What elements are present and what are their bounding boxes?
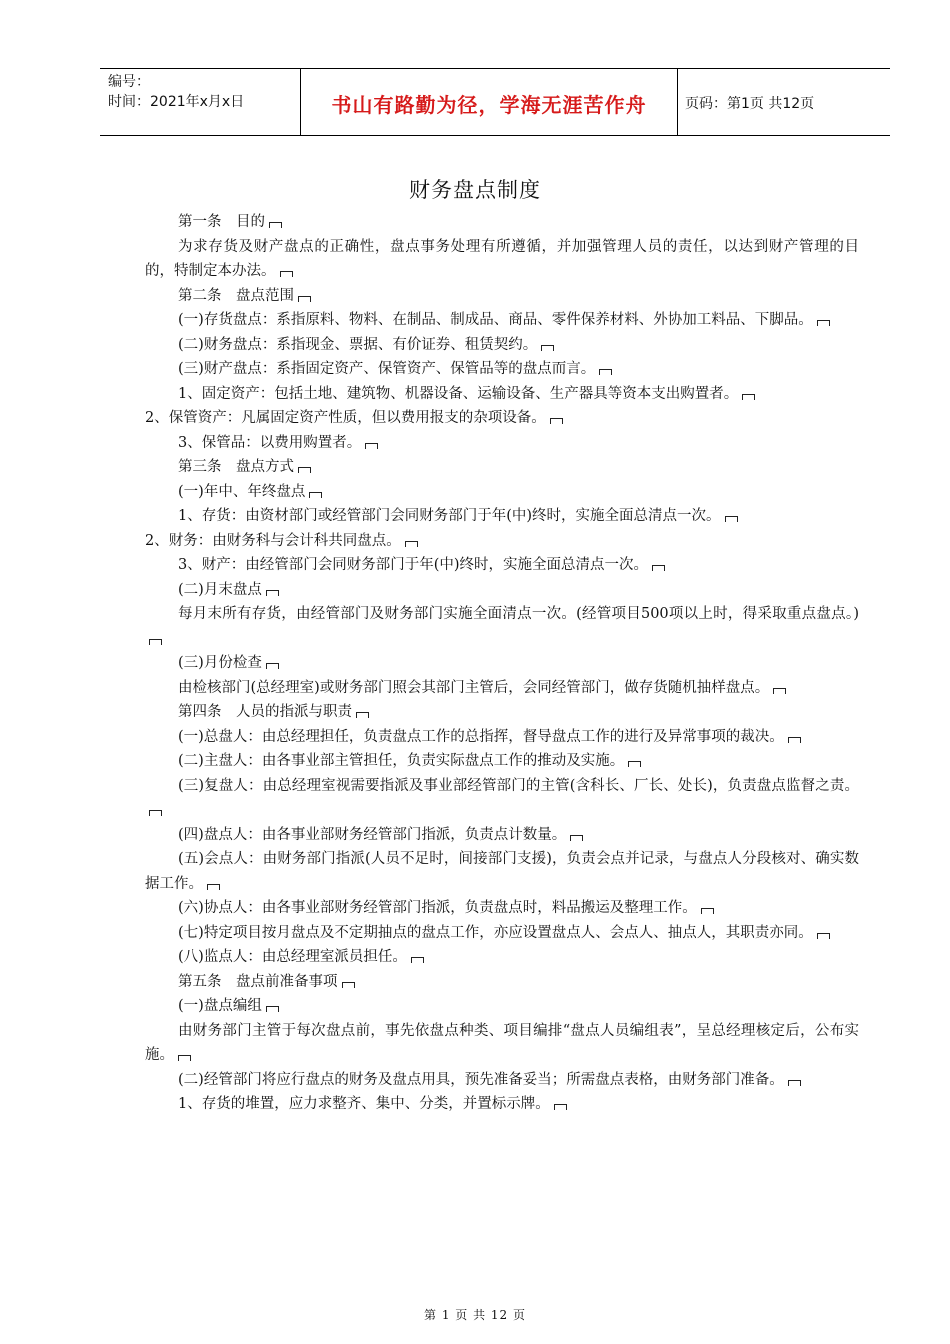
motto: 书山有路勤为径，学海无涯苦作舟 [331, 93, 647, 117]
paragraph-text: 由财务部门主管于每次盘点前，事先依盘点种类、项目编排“盘点人员编组表”，呈总经理核定后，公布实施。 [145, 1022, 859, 1063]
paragraph [145, 480, 859, 505]
paragraph-text: 第三条 盘点方式 [178, 459, 294, 475]
paragraph-text: 第五条 盘点前准备事项 [178, 973, 338, 990]
paragraph [145, 529, 859, 554]
paragraph-text: 为求存货及财产盘点的正确性，盘点事务处理有所遵循，并加强管理人员的责任，以达到财产管理的目的，特制定本办法。 [145, 238, 859, 279]
paragraph-text: (二)财务盘点：系指现金、票据、有价证券、租赁契约。 [178, 336, 538, 353]
paragraph-mark-icon [280, 271, 293, 277]
paragraph-text: (五)会点人：由财务部门指派(人员不足时，间接部门支援)，负责会点并记录，与盘点人分段核对、确实数据工作。 [145, 851, 859, 892]
paragraph-text: 1、存货的堆置，应力求整齐、集中、分类，并置标示牌。 [178, 1096, 550, 1112]
paragraph-mark-icon [773, 688, 786, 694]
paragraph-mark-icon [266, 1006, 279, 1012]
header-meta-cell [100, 69, 300, 135]
document-title: 财务盘点制度 [409, 178, 541, 202]
paragraph [145, 823, 859, 848]
paragraph-text: (一)盘点编组 [178, 998, 262, 1014]
paragraph [145, 382, 859, 407]
paragraph-text: 1、固定资产：包括土地、建筑物、机器设备、运输设备、生产器具等资本支出购置者。 [178, 385, 739, 402]
paragraph-mark-icon [550, 418, 563, 424]
paragraph-text: 2、财务：由财务科与会计科共同盘点。 [145, 532, 401, 549]
paragraph-mark-icon [554, 1104, 567, 1110]
paragraph-text: 由检核部门(总经理室)或财务部门照会其部门主管后，会同经管部门，做存货随机抽样盘点。 [178, 679, 770, 696]
paragraph-text: 第二条 盘点范围 [178, 287, 294, 304]
paragraph-mark-icon [817, 933, 830, 939]
number-label: 编号： [108, 74, 150, 90]
paragraph-mark-icon [725, 516, 738, 522]
document-body [145, 210, 859, 1117]
paragraph-mark-icon [309, 492, 322, 498]
paragraph [145, 896, 859, 921]
paragraph-text: 第一条 目的 [178, 214, 265, 230]
paragraph [145, 676, 859, 701]
paragraph [145, 1092, 859, 1117]
paragraph-mark-icon [365, 443, 378, 449]
paragraph-text: (二)主盘人：由各事业部主管担任，负责实际盘点工作的推动及实施。 [178, 753, 625, 769]
paragraph [145, 504, 859, 529]
paragraph-text: 3、保管品：以费用购置者。 [178, 434, 362, 451]
header-motto-cell [300, 69, 678, 135]
time-label: 时间：2021年x月x日 [108, 94, 245, 110]
paragraph [145, 970, 859, 995]
paragraph-mark-icon [149, 810, 162, 816]
paragraph [145, 308, 859, 333]
paragraph [145, 1068, 859, 1093]
page-footer: 第 1 页 共 12 页 [424, 1308, 526, 1322]
paragraph-text: (三)月份检查 [178, 655, 262, 671]
header-page-cell [677, 69, 890, 135]
paragraph-mark-icon [269, 222, 282, 228]
paragraph-mark-icon [701, 908, 714, 914]
paragraph-text: (三)财产盘点：系指固定资产、保管资产、保管品等的盘点而言。 [178, 361, 596, 377]
paragraph-mark-icon [541, 345, 554, 351]
paragraph-mark-icon [817, 320, 830, 326]
paragraph [145, 945, 859, 970]
paragraph-mark-icon [788, 737, 801, 743]
paragraph-mark-icon [405, 541, 418, 547]
paragraph-mark-icon [266, 590, 279, 596]
paragraph-mark-icon [298, 467, 311, 473]
paragraph-mark-icon [652, 565, 665, 571]
paragraph-text: (三)复盘人：由总经理室视需要指派及事业部经管部门的主管(含科长、厂长、处长)，负责盘点监督之责。 [178, 777, 859, 794]
paragraph-mark-icon [411, 957, 424, 963]
paragraph-mark-icon [742, 394, 755, 400]
paragraph-mark-icon [266, 663, 279, 669]
paragraph-mark-icon [342, 982, 355, 988]
paragraph-text: (二)经管部门将应行盘点的财务及盘点用具，预先准备妥当；所需盘点表格，由财务部门准备。 [178, 1071, 784, 1088]
paragraph-mark-icon [628, 761, 641, 767]
paragraph-mark-icon [570, 835, 583, 841]
paragraph [145, 1019, 859, 1068]
paragraph [145, 333, 859, 358]
paragraph [145, 749, 859, 774]
paragraph-text: (四)盘点人：由各事业部财务经管部门指派，负责点计数量。 [178, 826, 567, 843]
paragraph-mark-icon [298, 296, 311, 302]
page-info: 页码：第1页 共12页 [685, 96, 815, 112]
paragraph [145, 284, 859, 309]
paragraph-mark-icon [599, 369, 612, 375]
paragraph-mark-icon [788, 1080, 801, 1086]
paragraph [145, 725, 859, 750]
paragraph [145, 357, 859, 382]
paragraph-text: 第四条 人员的指派与职责 [178, 704, 352, 720]
paragraph [145, 994, 859, 1019]
paragraph [145, 700, 859, 725]
paragraph-mark-icon [149, 639, 162, 645]
paragraph [145, 651, 859, 676]
paragraph [145, 235, 859, 284]
paragraph [145, 455, 859, 480]
paragraph-text: (六)协点人：由各事业部财务经管部门指派，负责盘点时，料品搬运及整理工作。 [178, 900, 697, 916]
paragraph [145, 431, 859, 456]
paragraph-text: 3、财产：由经管部门会同财务部门于年(中)终时，实施全面总清点一次。 [178, 557, 649, 573]
paragraph-text: (一)存货盘点：系指原料、物料、在制品、制成品、商品、零件保养材料、外协加工料品、下脚品。 [178, 312, 813, 328]
paragraph-text: (七)特定项目按月盘点及不定期抽点的盘点工作，亦应设置盘点人、会点人、抽点人，其职责亦同。 [178, 924, 813, 941]
paragraph-mark-icon [207, 884, 220, 890]
paragraph-text: (一)总盘人：由总经理担任，负责盘点工作的总指挥，督导盘点工作的进行及异常事项的裁决。 [178, 728, 784, 745]
paragraph-text: 2、保管资产：凡属固定资产性质，但以费用报支的杂项设备。 [145, 410, 546, 426]
paragraph [145, 774, 859, 823]
paragraph [145, 602, 859, 651]
paragraph [145, 210, 859, 235]
paragraph [145, 921, 859, 946]
paragraph-text: (二)月末盘点 [178, 581, 262, 598]
paragraph [145, 553, 859, 578]
paragraph [145, 847, 859, 896]
paragraph-mark-icon [356, 712, 369, 718]
paragraph-text: 1、存货：由资材部门或经管部门会同财务部门于年(中)终时，实施全面总清点一次。 [178, 508, 721, 524]
document-header [100, 68, 890, 136]
paragraph-text: (一)年中、年终盘点 [178, 483, 306, 500]
paragraph-text: (八)监点人：由总经理室派员担任。 [178, 949, 407, 965]
paragraph [145, 578, 859, 603]
paragraph [145, 406, 859, 431]
paragraph-mark-icon [178, 1055, 191, 1061]
paragraph-text: 每月末所有存货，由经管部门及财务部门实施全面清点一次。(经管项目500项以上时，得采取重点盘点。) [178, 606, 859, 622]
